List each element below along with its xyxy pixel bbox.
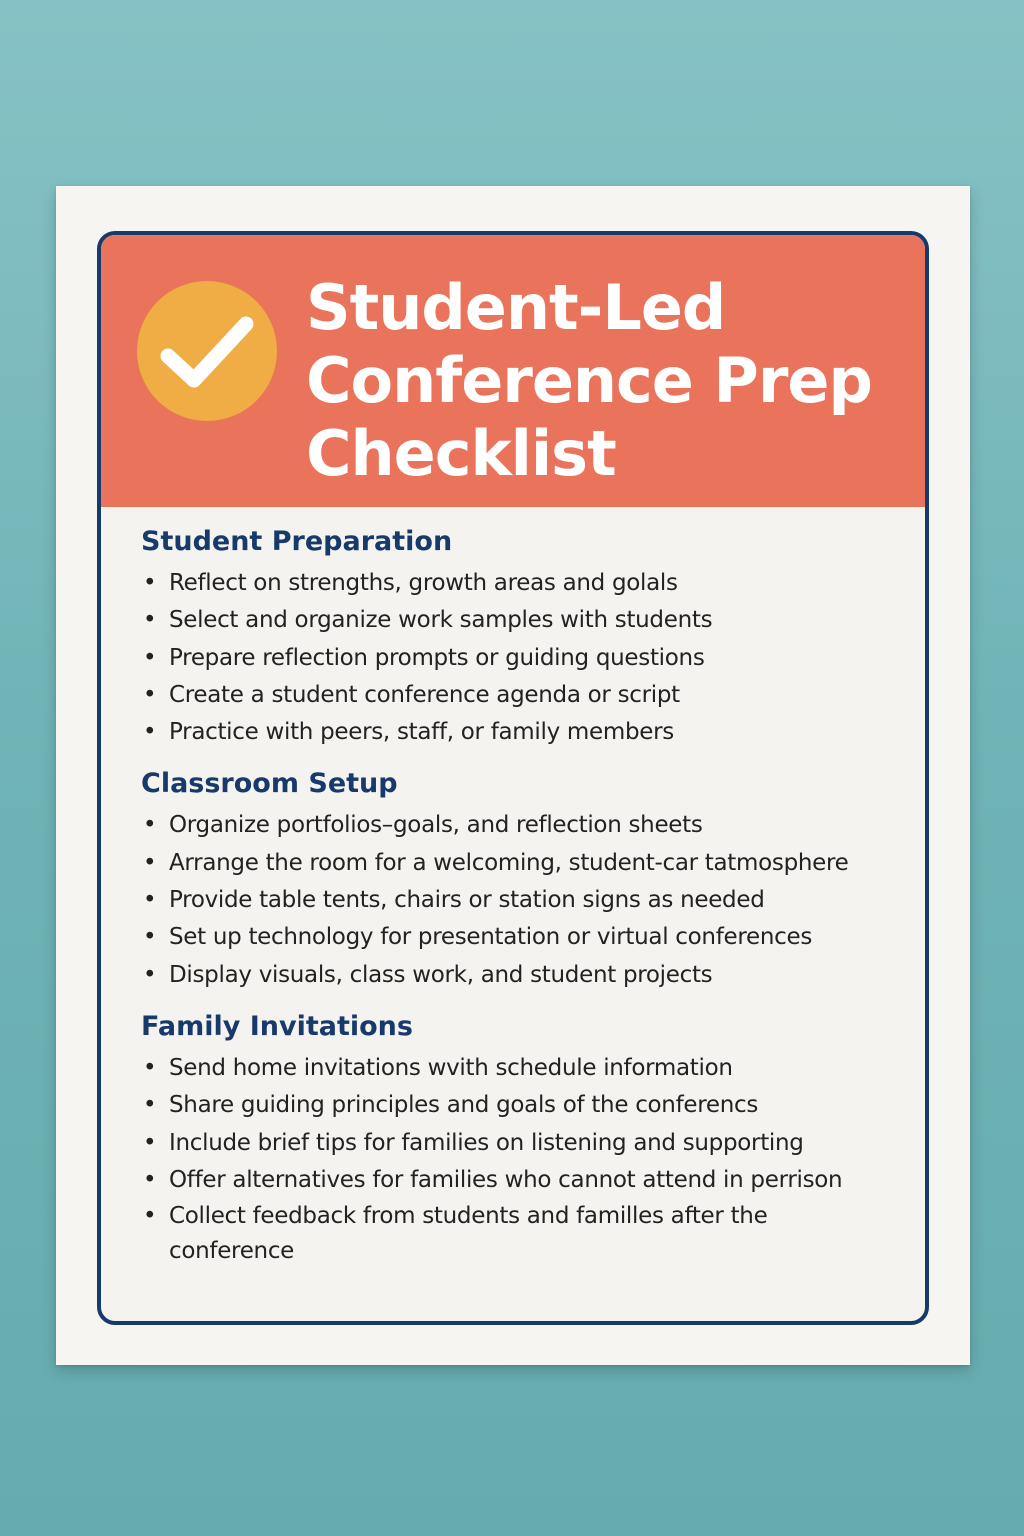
bullet-icon: • [143, 812, 157, 839]
page-title [306, 271, 906, 490]
bullet-icon: • [143, 1166, 157, 1193]
section-heading-student-preparation: Student Preparation [141, 526, 453, 557]
section-heading-classroom-setup: Classroom Setup [141, 768, 398, 800]
list-item [141, 845, 911, 882]
bullet-icon: • [143, 849, 157, 876]
title-line: Checklist [306, 417, 616, 490]
bullet-icon: • [143, 644, 157, 671]
list-item-text: Collect feedback from students and familles after the conference [169, 1203, 768, 1265]
list-item-text: Reflect on strengths, growth areas and golals [169, 570, 678, 596]
list-item-text: Organize portfolios–goals, and reflection sheets [169, 812, 703, 839]
student-preparation-list [141, 565, 911, 751]
list-item [141, 1162, 911, 1199]
list-item-text: Include brief tips for families on listening and supporting [169, 1129, 804, 1156]
list-item-text: Share guiding principles and goals of the conferencs [169, 1092, 759, 1119]
list-item [141, 807, 911, 844]
list-item-text: Offer alternatives for families who cannot attend in perrison [169, 1166, 843, 1193]
family-invitations-list [141, 1050, 911, 1269]
bullet-icon: • [143, 719, 157, 746]
list-item [141, 565, 911, 602]
title-line: Conference Prep [306, 344, 872, 417]
bullet-icon: • [143, 681, 157, 708]
list-item-text: Set up technology for presentation or virtual conferences [169, 924, 813, 951]
list-item-text: Display visuals, class work, and student projects [169, 961, 713, 988]
list-item [141, 602, 911, 639]
list-item [141, 714, 911, 751]
check-circle-icon [136, 280, 278, 422]
checklist-card [97, 231, 929, 1325]
list-item [141, 1087, 911, 1124]
list-item-text: Create a student conference agenda or script [169, 681, 680, 708]
header-banner [101, 235, 925, 507]
list-item [141, 640, 911, 677]
bullet-icon: • [143, 1129, 157, 1156]
list-item [141, 882, 911, 919]
bullet-icon: • [143, 961, 157, 988]
list-item [141, 1199, 859, 1269]
list-item-text: Provide table tents, chairs or station signs as needed [169, 887, 765, 914]
bullet-icon: • [143, 1092, 157, 1119]
section-heading-family-invitations: Family Invitations [141, 1010, 413, 1042]
list-item-text: Send home invitations wvith schedule information [169, 1054, 733, 1081]
list-item [141, 919, 911, 956]
list-item [141, 1050, 911, 1087]
bullet-icon: • [143, 924, 157, 951]
bullet-icon: • [143, 1054, 157, 1081]
list-item-text: Select and organize work samples with students [169, 607, 713, 634]
bullet-icon: • [143, 887, 157, 914]
checklist-body [141, 525, 911, 1285]
bullet-icon: • [143, 1203, 157, 1230]
list-item-text: Prepare reflection prompts or guiding questions [169, 644, 705, 671]
list-item [141, 1125, 911, 1162]
bullet-icon: • [143, 570, 157, 596]
list-item [141, 957, 911, 994]
title-line: Student-Led [306, 271, 726, 344]
list-item-text: Practice with peers, staff, or family members [169, 719, 674, 746]
bullet-icon: • [143, 607, 157, 634]
list-item [141, 677, 911, 714]
classroom-setup-list [141, 807, 911, 993]
list-item-text: Arrange the room for a welcoming, student-car tatmosphere [169, 849, 849, 876]
